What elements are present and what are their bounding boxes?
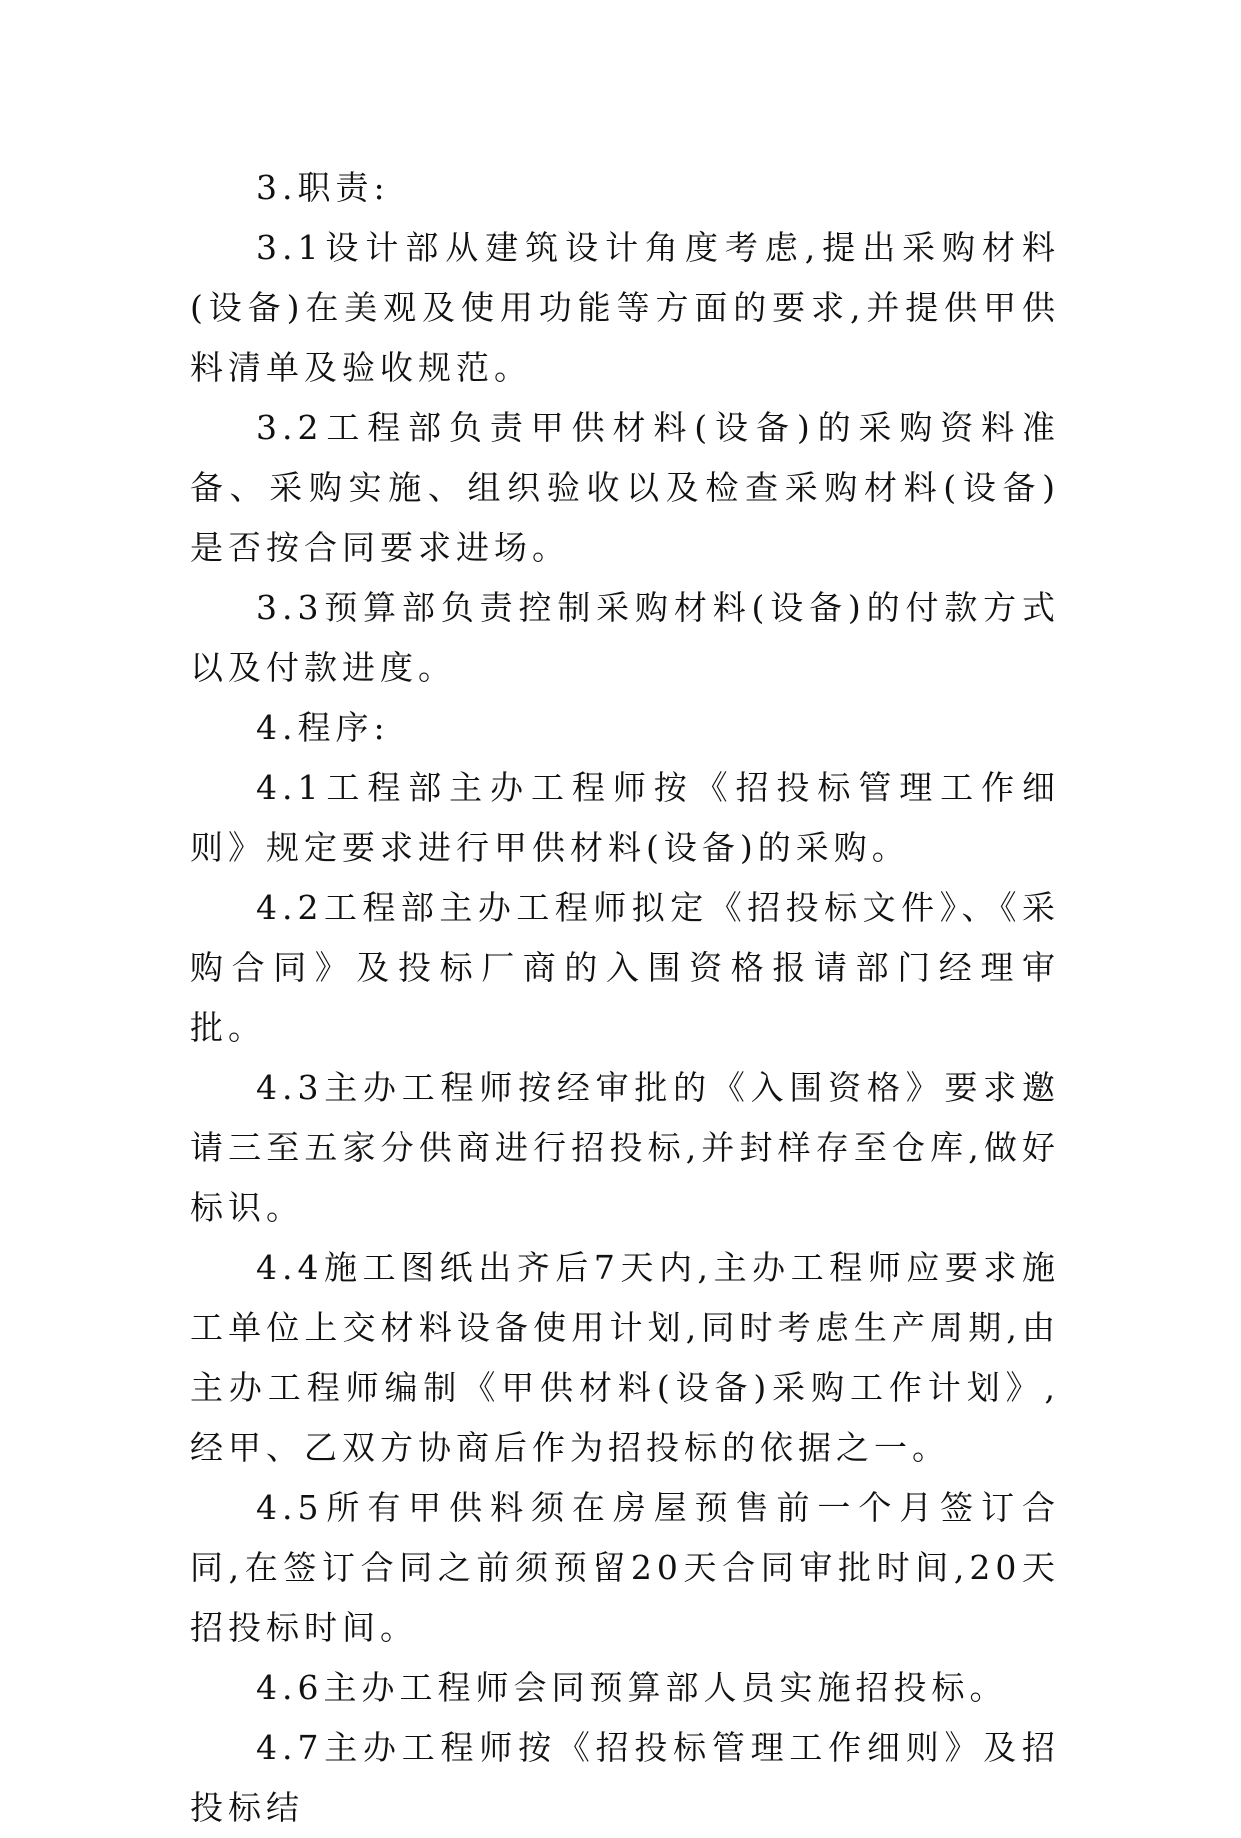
paragraph-3-2: 3.2工程部负责甲供材料(设备)的采购资料准备、采购实施、组织验收以及检查采购材料(设备)是否按合同要求进场。	[190, 408, 1060, 567]
paragraph-4-5: 4.5所有甲供料须在房屋预售前一个月签订合同,在签订合同之前须预留20天合同审批时间,20天招投标时间。	[190, 1488, 1060, 1647]
paragraph-3-1: 3.1设计部从建筑设计角度考虑,提出采购材料(设备)在美观及使用功能等方面的要求,并提供甲供料清单及验收规范。	[190, 228, 1060, 387]
paragraph-4-7: 4.7主办工程师按《招投标管理工作细则》及招投标结	[190, 1728, 1060, 1827]
document-body	[190, 158, 1060, 1838]
paragraph-3-3: 3.3预算部负责控制采购材料(设备)的付款方式以及付款进度。	[190, 588, 1060, 687]
section-4-heading: 4.程序:	[256, 708, 390, 747]
paragraph-4-3: 4.3主办工程师按经审批的《入围资格》要求邀请三至五家分供商进行招投标,并封样存至仓库,做好标识。	[190, 1068, 1060, 1227]
paragraph-4-2: 4.2工程部主办工程师拟定《招投标文件》、《采购合同》及投标厂商的入围资格报请部门经理审批。	[190, 888, 1060, 1047]
paragraph-4-1: 4.1工程部主办工程师按《招投标管理工作细则》规定要求进行甲供材料(设备)的采购。	[190, 768, 1060, 867]
paragraph-4-4: 4.4施工图纸出齐后7天内,主办工程师应要求施工单位上交材料设备使用计划,同时考虑生产周期,由主办工程师编制《甲供材料(设备)采购工作计划》,经甲、乙双方协商后作为招投标的依据之一。	[190, 1248, 1060, 1467]
section-3-heading: 3.职责:	[256, 168, 390, 207]
paragraph-4-6: 4.6主办工程师会同预算部人员实施招投标。	[256, 1668, 1008, 1707]
